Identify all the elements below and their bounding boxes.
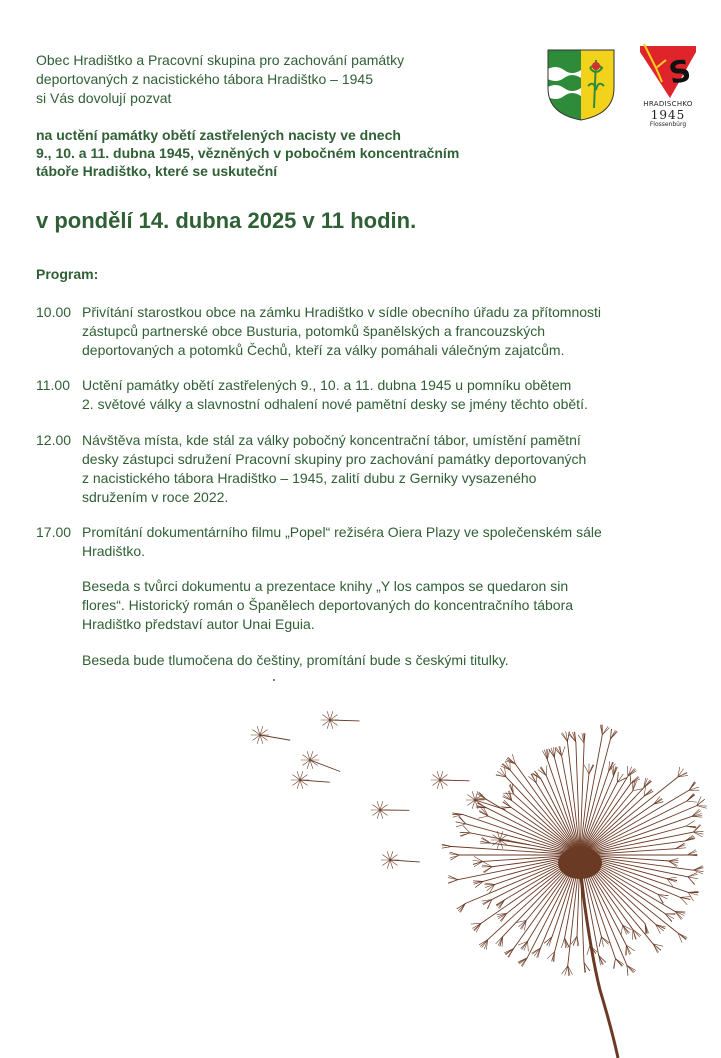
- program-time: 17.00: [36, 524, 72, 540]
- intro-line: deportovaných z nacistického tábora Hradištko – 1945: [36, 71, 373, 87]
- program-line: Uctění památky obětí zastřelených 9., 10. a 11. dubna 1945 u pomníku obětem: [82, 377, 572, 393]
- note-line: flores“. Historický román o Španělech deportovaných do koncentračního tábora: [82, 597, 574, 613]
- event-date: v pondělí 14. dubna 2025 v 11 hodin.: [36, 208, 417, 233]
- intro-line: si Vás dovolují pozvat: [36, 90, 172, 106]
- logo-name: HRADISCHKO: [643, 100, 693, 108]
- program-line: deportovaných a potomků Čechů, kteří za války pomáhali válečným zajatcům.: [82, 342, 565, 358]
- program-line: 2. světové války a slavnostní odhalení nové pamětní desky se jmény těchto obětí.: [82, 396, 588, 412]
- program-time: 10.00: [36, 304, 72, 320]
- invite-line: 9., 10. a 11. dubna 1945, vězněných v pobočném koncentračním: [36, 145, 460, 161]
- program-line: z nacistického tábora Hradištko – 1945, zalití dubu z Gerniky vysazeného: [82, 470, 537, 486]
- program-line: Přivítání starostkou obce na zámku Hradištko v sídle obecního úřadu za přítomnosti: [82, 304, 602, 320]
- program-text: [82, 303, 652, 360]
- logo-year: 1945: [650, 108, 686, 122]
- program-line: sdružením v roce 2022.: [82, 489, 229, 505]
- invite-line: táboře Hradištko, které se uskuteční: [36, 163, 278, 179]
- svg-text:S: S: [666, 53, 694, 92]
- program-time: 12.00: [36, 432, 72, 448]
- program-note: [82, 577, 652, 634]
- dandelion-illustration: [240, 690, 721, 1058]
- program-line: Hradištko.: [82, 543, 146, 559]
- stray-dot: [273, 679, 275, 681]
- program-line: Návštěva místa, kde stál za války pobočný koncentrační tábor, umístění pamětní: [82, 432, 581, 448]
- program-text: [82, 523, 652, 561]
- program-line: zástupců partnerské obce Busturia, potomků španělských a francouzských: [82, 323, 546, 339]
- logo-place: Flossenbürg: [649, 121, 687, 128]
- invite-line: na uctění památky obětí zastřelených nacisty ve dnech: [36, 127, 401, 143]
- program-text: [82, 376, 652, 414]
- program-line: desky zástupci sdružení Pracovní skupiny pro zachování památky deportovaných: [82, 451, 587, 467]
- program-note: [82, 651, 652, 670]
- intro-line: Obec Hradištko a Pracovní skupina pro zachování památky: [36, 52, 405, 68]
- program-line: Promítání dokumentárního filmu „Popel“ režiséra Oiera Plazy ve společenském sále: [82, 524, 602, 540]
- program-text: [82, 431, 652, 507]
- coat-of-arms-logo: [546, 48, 616, 122]
- note-line: Beseda bude tlumočena do češtiny, promítání bude s českými titulky.: [82, 652, 509, 668]
- note-line: Hradištko představí autor Unai Eguia.: [82, 616, 315, 632]
- note-line: Beseda s tvůrci dokumentu a prezentace knihy „Y los campos se quedaron sin: [82, 578, 569, 594]
- intro-paragraph: [36, 51, 506, 108]
- program-heading: Program:: [36, 266, 99, 282]
- invite-paragraph: [36, 126, 516, 180]
- program-time: 11.00: [36, 377, 70, 393]
